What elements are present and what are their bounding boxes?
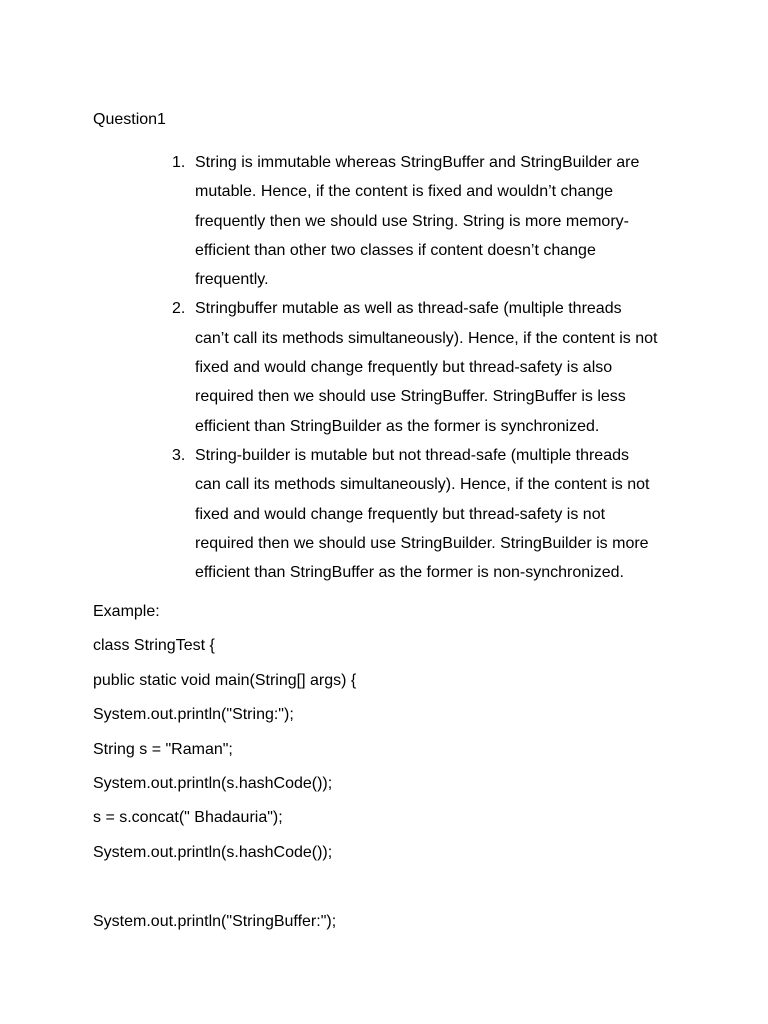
list-item xyxy=(172,441,685,587)
list-item-line: mutable. Hence, if the content is fixed and wouldn’t change xyxy=(195,183,614,201)
code-line: class StringTest { xyxy=(93,637,215,655)
list-item-line: fixed and would change frequently but thread-safety is also xyxy=(195,359,613,377)
list-item-line: efficient than StringBuilder as the former is synchronized. xyxy=(195,417,600,435)
list-item-line: efficient than other two classes if content doesn’t change xyxy=(195,241,596,259)
list-item-line: frequently. xyxy=(195,271,269,289)
code-example xyxy=(93,601,356,945)
list-item-number: 3. xyxy=(172,446,186,464)
list-item-line: fixed and would change frequently but thread-safety is not xyxy=(195,505,606,523)
question-heading: Question1 xyxy=(93,111,166,128)
code-line: s = s.concat(" Bhadauria"); xyxy=(93,809,283,827)
code-line: System.out.println(s.hashCode()); xyxy=(93,774,333,792)
code-line: Example: xyxy=(93,603,160,620)
answer-list xyxy=(172,148,685,587)
code-line: String s = "Raman"; xyxy=(93,740,233,758)
list-item-line: Stringbuffer mutable as well as thread-safe (multiple threads xyxy=(195,300,622,318)
list-item xyxy=(172,148,685,294)
list-item-line: required then we should use StringBuilder. StringBuilder is more xyxy=(195,534,649,552)
list-item-line: String is immutable whereas StringBuffer and StringBuilder are xyxy=(195,154,640,171)
code-line xyxy=(93,876,356,898)
code-line: System.out.println("String:"); xyxy=(93,706,294,724)
code-line: public static void main(String[] args) { xyxy=(93,671,357,689)
list-item-line: frequently then we should use String. String is more memory- xyxy=(195,212,629,230)
list-item-line: can’t call its methods simultaneously). Hence, if the content is not xyxy=(195,329,658,347)
list-item-line: String-builder is mutable but not thread-safe (multiple threads xyxy=(195,446,629,464)
list-item xyxy=(172,294,685,440)
code-line: System.out.println("StringBuffer:"); xyxy=(93,912,337,930)
list-item-number: 1. xyxy=(172,154,186,171)
list-item-line: required then we should use StringBuffer. StringBuffer is less xyxy=(195,388,626,406)
code-line: System.out.println(s.hashCode()); xyxy=(93,843,333,861)
list-item-number: 2. xyxy=(172,300,186,318)
list-item-line: can call its methods simultaneously). Hence, if the content is not xyxy=(195,476,650,494)
list-item-line: efficient than StringBuffer as the former is non-synchronized. xyxy=(195,564,624,582)
